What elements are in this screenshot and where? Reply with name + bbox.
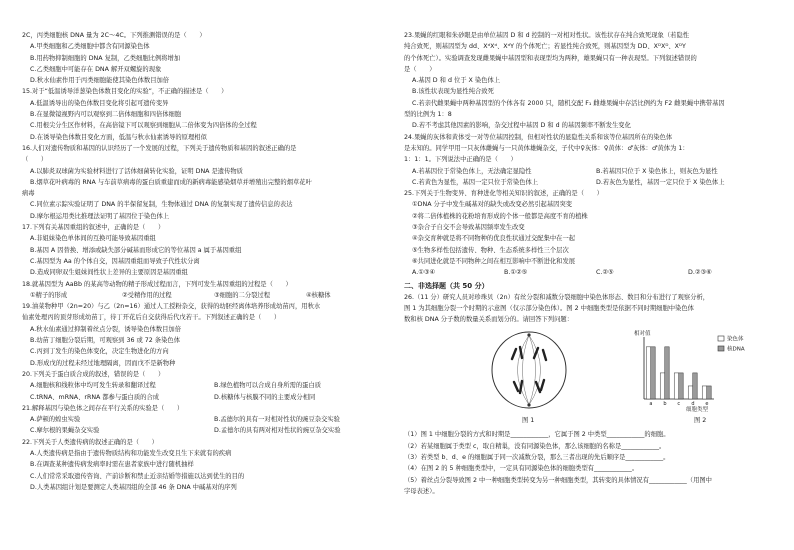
figure-1-caption: 图 1 <box>522 417 535 425</box>
bar-chromosome <box>660 373 664 399</box>
q21-options-row <box>22 425 398 436</box>
option-line: B.烟草花叶病毒的 RNA 与车前草病毒的蛋白质重建而成的新病毒能感染烟草并增殖出完整的烟草花叶 <box>30 178 312 186</box>
text-line: 数和核 DNA 分子数的数量关系而划分的。请回答下列问题： <box>404 316 573 324</box>
figures <box>404 327 780 427</box>
figure-2-caption: 图 2 <box>694 417 707 425</box>
option: A.若基因位于常染色体上，无法确定显隐性 <box>412 167 532 175</box>
option: B.①②⑤ <box>504 269 528 277</box>
question-15: 15.对于“低温诱导洋葱染色体数目变化的实验”，不正确的描述是（ ） <box>22 88 228 96</box>
y-axis-label: 相对值 <box>634 331 651 338</box>
sub-question: （4）在图 2 的 5 种细胞类型中，一定具有同源染色体的细胞类型有____________。 <box>404 465 639 473</box>
bar-chart <box>626 327 776 413</box>
sub-question: （2）若某细胞属于类型 c，取自精巢，没有同源染色体，那么该细胞的名称是____________。 <box>404 442 666 450</box>
section-title: 二、非选择题（共 50 分） <box>404 281 489 290</box>
question-22: 22.下列关于人类遗传病的叙述正确的是（ ） <box>22 438 158 446</box>
sub-question: （5）着丝点分裂导致图 2 中一种细胞类型转变为另一种细胞类型，其转变的具体情况有____________（用图中 <box>404 476 712 484</box>
option-line: A.甲类细胞和乙类细胞中都含有同源染色体 <box>30 43 150 51</box>
q20-options-row <box>22 380 398 391</box>
bar-chromosome <box>646 347 650 399</box>
x-tick-label: e <box>705 401 709 408</box>
option-line: C.乙类细胞中可能存在 DNA 解开双螺旋的现象 <box>30 65 162 73</box>
right-column <box>404 30 780 497</box>
bar-dna <box>651 347 655 399</box>
option-line: C.基因型为 Aa 的个体自交，因基因重组而导致子代性状分离 <box>30 257 200 265</box>
text-line: 图 1 为其细胞分裂一个时期的示意图（仅示部分染色体）。图 2 中细胞类型是依据不同时期细胞中染色体 <box>404 304 694 312</box>
legend-label: 核DNA <box>727 346 745 353</box>
chromosomes <box>512 347 546 393</box>
option-line: D.人类基因组计划是要测定人类基因组的全部 46 条 DNA 中碱基对的序列 <box>30 483 237 491</box>
text-line: 1：1：1。下列说法中正确的是（ ） <box>404 156 517 164</box>
question-18: 18.就基因型为 AaBb 的某高等动物的精子形成过程而言，下列可发生基因重组的过程是（ ） <box>22 280 292 288</box>
x-tick-label: a <box>649 401 653 408</box>
option: D.②③⑥ <box>688 269 712 277</box>
option: D.孟德尔的具有两对相对性状的豌豆杂交实验 <box>214 427 341 435</box>
option-line: B.基因 A 因替换、增添或缺失部分碱基而形成它的等位基因 a 属于基因重组 <box>30 246 242 254</box>
option: A.细胞核和线粒体中均可发生转录和翻译过程 <box>30 382 156 390</box>
option-line: B.在显微镜视野内可以观察到二倍体细胞和四倍体细胞 <box>30 111 182 119</box>
question-16: 16.人们对遗传物质和基因的认识经历了一个发展的过程，下列关于遗传物质和基因的叙述正确的是 <box>22 144 297 152</box>
option-line: D.摩尔根运用类比推理法证明了基因位于染色体上 <box>30 212 170 220</box>
option: ③细胞的二分裂过程 <box>214 291 271 299</box>
legend-swatch-chromosome <box>718 336 724 341</box>
option-line: B.该性状表现为显性纯合致死 <box>412 88 494 96</box>
cell-membrane <box>492 332 566 408</box>
q20-options-row <box>22 392 398 403</box>
text-line: 是未知的。同学甲用一只灰体雌蝇与一只黄体雄蝇杂交，子代中♀灰体：♀黄体：♂灰体：♂黄体为 1： <box>404 144 689 152</box>
sub-question: （3）若类型 b、d、e 的细胞属于同一次减数分裂，那么三者出现的先后顺序是____________。 <box>404 454 670 462</box>
bar-chromosome <box>688 386 692 399</box>
option-line: D.造成同卵双生姐妹间性状上差异的主要原因是基因重组 <box>30 269 188 277</box>
bar-dna <box>707 386 711 399</box>
x-tick-label: d <box>691 401 695 408</box>
statement-line: ②将二倍体植株的花粉培育形成的个体一般都是高度不育的植株 <box>412 212 588 220</box>
option: B.孟德尔的具有一对相对性状的豌豆杂交实验 <box>214 416 340 424</box>
option: B.若基因只位于 X 染色体上，则灰色为显性 <box>596 167 718 175</box>
option-line: B.在调查某种遗传病发病率时需在患者家族中进行随机抽样 <box>30 461 194 469</box>
question-24: 24.果蝇的灰体和黄体受一对等位基因控制，但相对性状的显隐性关系和该等位基因所在的染色体 <box>404 133 673 141</box>
statement-line: ①DNA 分子中发生碱基对的缺失或改变必然引起基因突变 <box>412 201 573 209</box>
question-23: 23.果蝇的红眼和朱砂眼是由单位基因 D 和 d 控制的一对相对性状。该性状存在纯合致死现象（若隐性 <box>404 32 690 39</box>
question-26: 26.（11 分）研究人员对珍珠贝（2n）有丝分裂和减数分裂细胞中染色体形态、数目和分布进行了观察分析， <box>404 293 710 301</box>
option-line: A.低温诱导出的染色体数目变化将引起可遗传变异 <box>30 99 169 107</box>
text-line: 是（ ） <box>404 65 436 73</box>
q25-options <box>404 267 780 278</box>
q18-options <box>22 290 398 301</box>
option-line: B.幼苗丁细胞分裂后期，可观察到 36 或 72 条染色体 <box>30 337 180 345</box>
option-line: C.人们常常采取遗传咨询、产前诊断和禁止近亲结婚等措施以达到优生的目的 <box>30 472 245 480</box>
option: ①精子的形成 <box>30 291 68 299</box>
bar-chromosome <box>674 373 678 399</box>
text-line: 型的比例为 1：8 <box>404 111 452 119</box>
text-line: （ ） <box>22 156 48 164</box>
option: C.若黄色为显性，基因一定只位于常染色体上 <box>412 178 539 186</box>
option: A.萨顿的蝗虫实验 <box>30 416 81 424</box>
statement-line: ④杂交育种就是将不同物种的优良性状通过交配集中在一起 <box>412 235 576 243</box>
option-line: D.形成戊的过程未经过地理隔离，因而戊不是新物种 <box>30 359 176 367</box>
option: D.若灰色为显性，基因一定只位于 X 染色体上 <box>596 178 725 186</box>
text-line: 的个体死亡）。实验调查发现雌果蝇中基因型和表现型均为两种，雄果蝇只有一种表现型。下列叙述错误的 <box>404 54 697 62</box>
option-line: A.人类遗传病是指由于遗传物质结构和功能发生改变且生下来就有的疾病 <box>30 449 232 457</box>
centriole <box>527 404 530 407</box>
statement-line: ⑥共同进化就是不同物种之间在相互影响中不断进化和发展 <box>412 257 576 265</box>
question-20: 20.下列关于蛋白质合成的叙述，错误的是（ ） <box>22 370 165 378</box>
option-line: D.秋水仙素作用于丙类细胞能使其染色体数目加倍 <box>30 77 170 85</box>
option-line: A.以肺炎双球菌为实验材料进行了活体细菌转化实验，证明 DNA 是遗传物质 <box>30 167 243 175</box>
x-tick-label: c <box>677 401 681 408</box>
option-line: B.用药物抑制细胞的 DNA 复制，乙类细胞比例将增加 <box>30 54 181 62</box>
option: A.①③④ <box>412 269 436 277</box>
left-column <box>22 30 398 493</box>
option: ④核糖体 <box>306 291 331 299</box>
option-line: C.同位素示踪实验证明了 DNA 的半保留复制，生物体通过 DNA 的复制实现了遗传信息的表达 <box>30 201 293 209</box>
bar-dna <box>665 347 669 399</box>
sub-question: （1）图 1 中细胞分裂的方式和时期是____________，它属于图 2 中类型____________的细胞。 <box>404 431 670 439</box>
option: C.tRNA、mRNA、rRNA 都参与蛋白质的合成 <box>30 393 160 401</box>
bar-dna <box>693 373 697 399</box>
question-21: 21.解释基因与染色体之间存在平行关系的实验是（ ） <box>22 404 184 412</box>
legend-label: 染色体 <box>727 336 744 343</box>
statement-line: ⑤生物多样性包括遗传、物种、生态系统多样性三个层次 <box>412 246 569 254</box>
q24-options-row <box>404 177 780 188</box>
legend-swatch-dna <box>718 346 724 351</box>
option-line: D.在诱导染色体数目变化方面，低温与秋水仙素诱导的原理相似 <box>30 133 207 141</box>
option-line: A.非姐妹染色单体间的互换可能导致基因重组 <box>30 235 156 243</box>
legend <box>718 335 745 353</box>
option: D.核糖体与核膜不同的主要成分相同 <box>214 393 316 401</box>
option-line: D.若不考虑其他因素的影响，杂交过程中基因 D 和 d 的基因频率不断发生变化 <box>412 122 631 130</box>
statement-line: ③杂合子自交不会导致基因频率发生改变 <box>412 224 525 232</box>
option: ②受精作用的过程 <box>122 291 172 299</box>
spindle-fibers <box>518 335 541 405</box>
x-tick-label: b <box>663 401 667 408</box>
q24-options-row <box>404 166 780 177</box>
sub-question: 字母表述）。 <box>404 487 439 495</box>
question-25: 25.下列关于生物变异、育种进化等相关知识的叙述，正确的是（ ） <box>404 190 603 198</box>
text-line: 病毒 <box>22 190 35 198</box>
text-line: 2C，丙类细胞核 DNA 量为 2C～4C。下列推测错误的是（ ） <box>22 32 206 39</box>
option: C.②⑤ <box>596 269 614 277</box>
option-line: C.丙到丁发生的染色体变化，决定生物进化的方向 <box>30 348 169 356</box>
question-19: 19.油菜物种甲（2n=20）与乙（2n=16）通过人工授粉杂交，获得的幼胚经离体培养形成幼苗丙，用秋水 <box>22 303 321 311</box>
option-line: C.用根尖分生区作材料，在高倍镜下可以观察到细胞从二倍体变为四倍体的全过程 <box>30 122 257 130</box>
text-line: 仙素处理丙的顶芽形成幼苗丁，待丁开花后自交获得后代戊若干。下列叙述正确的是（ ） <box>22 314 281 322</box>
centriole <box>527 334 530 337</box>
text-line: 纯合致死，则基因型为 dd、XᵈXᵈ、XᵈY 的个体死亡；若显性纯合致死，则基因型为 DD、XᴰXᴰ、XᴰY <box>404 43 686 51</box>
option-line: C.若亲代雌果蝇中两种基因型的个体各有 2000 只，随机交配 F₁ 雌雄果蝇中存活比例约为 F2 雌果蝇中携带基因 <box>412 99 725 107</box>
bar-dna <box>679 373 683 399</box>
bar-chromosome <box>702 386 706 399</box>
question-17: 17.下列有关基因重组的叙述中，正确的是（ ） <box>22 224 165 232</box>
option: C.摩尔根的果蝇杂交实验 <box>30 427 100 435</box>
option: B.绿色植物可以合成自身所需的蛋白质 <box>214 382 322 390</box>
cell-division-figure <box>486 327 572 413</box>
q21-options-row <box>22 414 398 425</box>
x-axis-label: 细胞类型 <box>686 407 709 414</box>
option-line: A.秋水仙素通过抑制着丝点分裂，诱导染色体数目加倍 <box>30 325 182 333</box>
option-line: A.基因 D 和 d 位于 X 染色体上 <box>412 77 501 85</box>
